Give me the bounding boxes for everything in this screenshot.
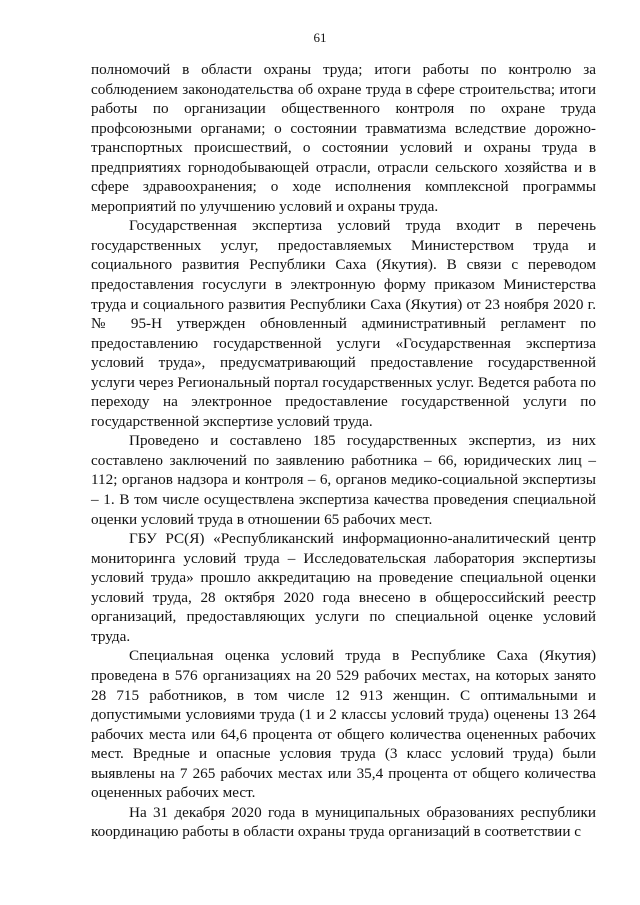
paragraph-3: Проведено и составлено 185 государственных экспертиз, из них составлено заключений по заявлению работника – 66, юридических лиц – 112; органов надзора и контроля – 6, органов медико-социальной экспертизы – 1. В том числе осуществлена экспертиза качества проведения специальной оценки условий труда в отношении 65 рабочих мест. bbox=[91, 432, 596, 528]
document-body bbox=[91, 60, 596, 842]
page-number: 61 bbox=[313, 30, 327, 45]
paragraph-2: Государственная экспертиза условий труда входит в перечень государственных услуг, предоставляемых Министерством труда и социального развития Республики Саха (Якутия). В связи с переводом предоставления госуслуги в электронную форму приказом Министерства труда и социального развития Республики Саха (Якутия) от 23 ноября 2020 г. № 95-Н утвержден обновленный административный регламент по предоставлению государственной услуги «Государственная экспертиза условий труда», предусматривающий предоставление государственной услуги через Региональный портал государственных услуг. Ведется работа по переходу на электронное предоставление государственной услуги по государственной экспертизе условий труда. bbox=[91, 217, 596, 430]
paragraph-5: Специальная оценка условий труда в Республике Саха (Якутия) проведена в 576 организациях на 20 529 рабочих местах, на которых занято 28 715 работников, в том числе 12 913 женщин. С оптимальными и допустимыми условиями труда (1 и 2 классы условий труда) оценены 13 264 рабочих места или 64,6 процента от общего количества оцененных рабочих мест. Вредные и опасные условия труда (3 класс условий труда) были выявлены на 7 265 рабочих местах или 35,4 процента от общего количества оцененных рабочих мест. bbox=[91, 647, 596, 802]
paragraph-4: ГБУ РС(Я) «Республиканский информационно-аналитический центр мониторинга условий труда – Исследовательская лаборатория экспертизы условий труда» прошло аккредитацию на проведение специальной оценки условий труда, 28 октября 2020 года внесено в общероссийский реестр организаций, предоставляющих услуги по специальной оценке условий труда. bbox=[91, 530, 596, 645]
paragraph-1-continued: полномочий в области охраны труда; итоги работы по контролю за соблюдением законодательства об охране труда в сфере строительства; итоги работы по организации общественного контроля по охране труда профсоюзными органами; о состоянии травматизма вследствие дорожно-транспортных происшествий, о состоянии условий и охраны труда в предприятиях горнодобывающей отрасли, отрасли сельского хозяйства и в сфере здравоохранения; о ходе исполнения комплексной программы мероприятий по улучшению условий и охраны труда. bbox=[91, 61, 596, 215]
paragraph-6: На 31 декабря 2020 года в муниципальных образованиях республики координацию работы в области охраны труда организаций в соответствии с bbox=[91, 803, 596, 841]
